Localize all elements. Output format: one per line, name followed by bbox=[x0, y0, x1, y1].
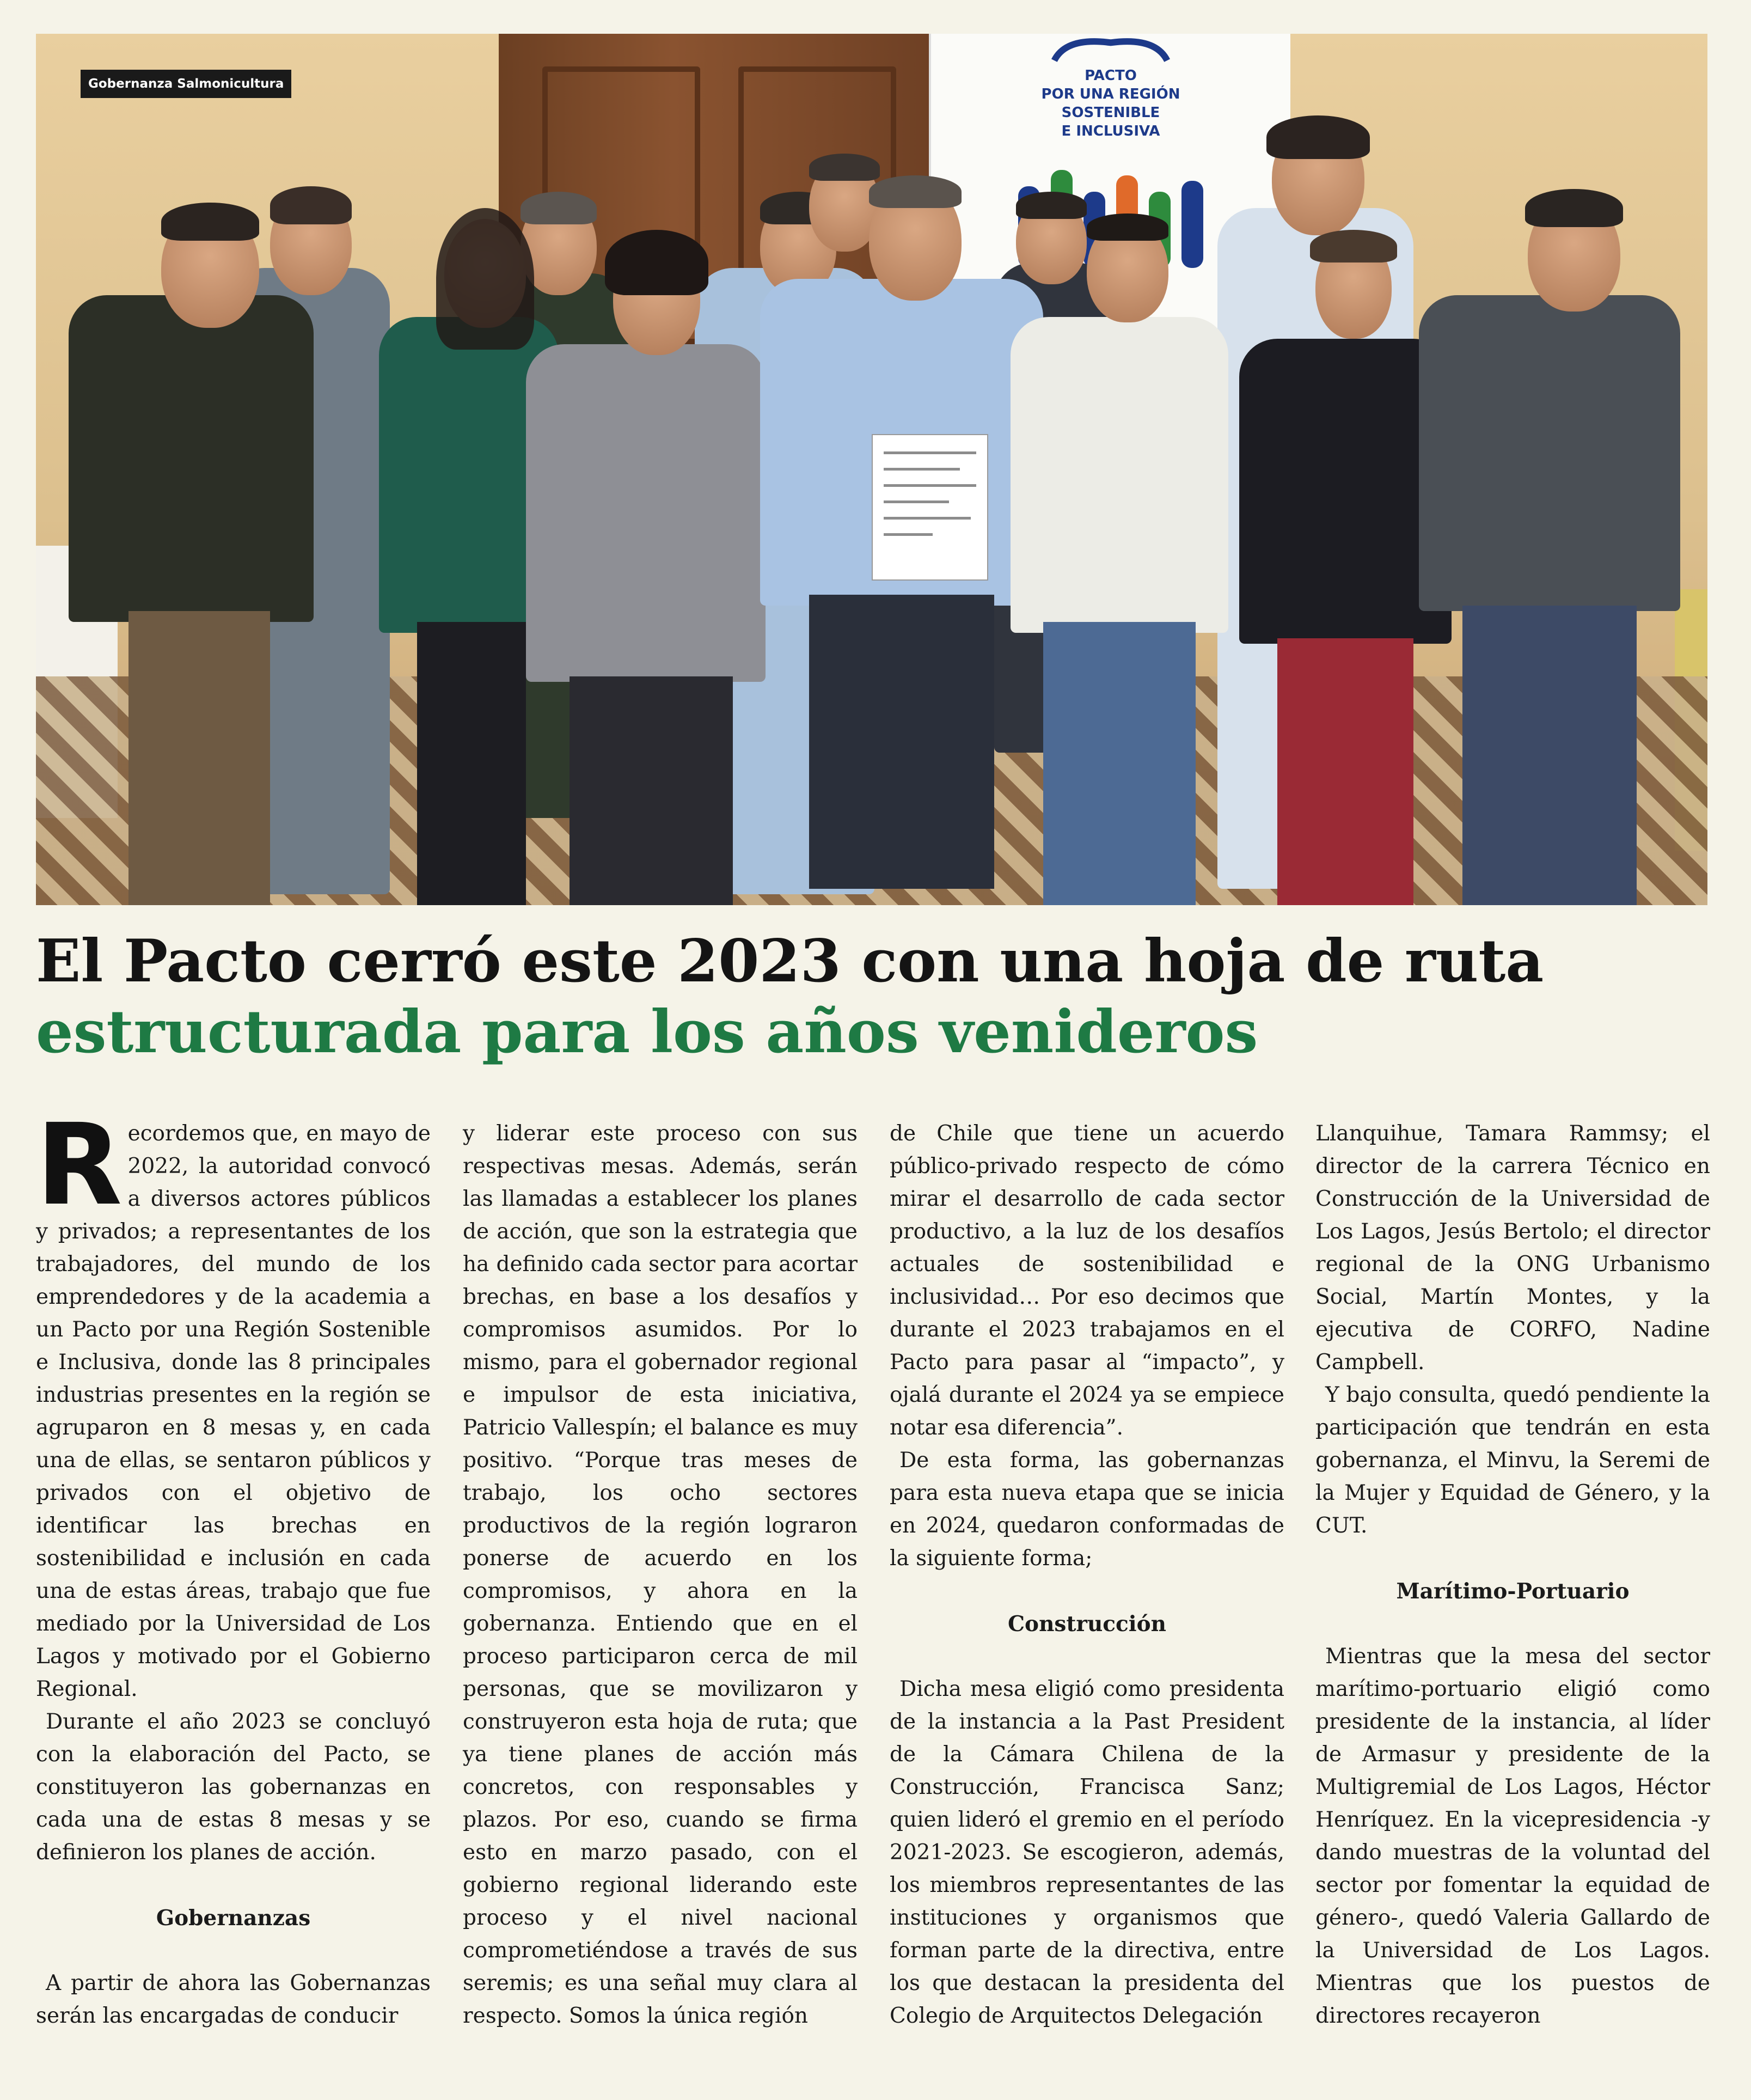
banner-line-1: PACTO bbox=[1085, 68, 1137, 84]
banner-line-3: SOSTENIBLE bbox=[1061, 105, 1160, 121]
headline-line-1: El Pacto cerró este 2023 con una hoja de ruta bbox=[36, 927, 1544, 996]
paragraph: de Chile que tiene un acuerdo público-privado respecto de cómo mirar el desarrollo de cada sector productivo, a la luz de los desafíos actuales de sostenibilidad e inclusividad… Por eso decimos que durante el 2023 trabajamos en el Pacto para pasar al “impacto”, y ojalá durante el 2024 ya se empiece notar esa diferencia”. bbox=[890, 1121, 1284, 1440]
paragraph: A partir de ahora las Gobernanzas serán las encargadas de conducir bbox=[36, 1971, 431, 2028]
paragraph: ecordemos que, en mayo de 2022, la autoridad convocó a diversos actores públicos y privados; a representantes de los trabajadores, del mundo de los emprendedores y de la academia a un Pacto por una Región Sostenible e Inclusiva, donde las 8 principales industrias presentes en la región se agruparon en 8 mesas y, en cada una de ellas, se sentaron públicos y privados con el objetivo de identificar las brechas en sostenibilidad e inclusión en cada una de estas áreas, trabajo que fue mediado por la Universidad de Los Lagos y motivado por el Gobierno Regional. bbox=[36, 1121, 431, 1701]
article-column-2 bbox=[463, 1118, 858, 2032]
headline-line-2: estructurada para los años venideros bbox=[36, 998, 1258, 1066]
paragraph: Mientras que la mesa del sector marítimo-portuario eligió como presidente de la instancia, al líder de Armasur y presidente de la Multigremial de Los Lagos, Héctor Henríquez. En la vicepresidencia -y dando muestras de la voluntad del sector por fomentar la equidad de género-, quedó Valeria Gallardo de la Universidad de Los Lagos. Mientras que los puestos de directores recayeron bbox=[1315, 1644, 1710, 2028]
paragraph: Y bajo consulta, quedó pendiente la participación que tendrán en esta gobernanza, el Minvu, la Seremi de la Mujer y Equidad de Género, y la CUT. bbox=[1315, 1383, 1710, 1538]
article-column-3 bbox=[890, 1118, 1284, 2032]
signed-document bbox=[872, 434, 988, 581]
article-column-1 bbox=[36, 1100, 431, 2032]
photo-section-tag: Gobernanza Salmonicultura bbox=[81, 70, 291, 98]
banner-line-4: E INCLUSIVA bbox=[1061, 123, 1160, 139]
paragraph: Llanquihue, Tamara Rammsy; el director de la carrera Técnico en Construcción de la Universidad de Los Lagos, Jesús Bertolo; el director regional de la ONG Urbanismo Social, Martín Montes, y la ejecutiva de CORFO, Nadine Campbell. bbox=[1315, 1121, 1710, 1375]
article-column-4 bbox=[1315, 1118, 1710, 2032]
paragraph: Durante el año 2023 se concluyó con la elaboración del Pacto, se constituyeron las gobernanzas en cada una de estas 8 mesas y se definieron los planes de acción. bbox=[36, 1710, 431, 1865]
drop-cap: R bbox=[36, 1100, 123, 1230]
subheading-construccion: Construcción bbox=[1008, 1611, 1166, 1637]
subheading-gobernanzas: Gobernanzas bbox=[156, 1906, 311, 1931]
subheading-maritimo-portuario: Marítimo-Portuario bbox=[1396, 1579, 1630, 1604]
paragraph: y liderar este proceso con sus respectivas mesas. Además, serán las llamadas a establecer los planes de acción, que son la estrategia que ha definido cada sector para acortar brechas, en base a los desafíos y compromisos asumidos. Por lo mismo, para el gobernador regional e impulsor de esta iniciativa, Patricio Vallespín; el balance es muy positivo. “Porque tras meses de trabajo, los ocho sectores productivos de la región lograron ponerse de acuerdo en los compromisos, y ahora en la gobernanza. Entiendo que en el proceso participaron cerca de mil personas, que se movilizaron y construyeron esta hoja de ruta; que ya tiene planes de acción más concretos, con responsables y plazos. Por eso, cuando se firma esto en marzo pasado, con el gobierno regional liderando este proceso y el nivel nacional comprometiéndose a través de sus seremis; es una señal muy clara al respecto. Somos la única región bbox=[463, 1121, 858, 2028]
paragraph: De esta forma, las gobernanzas para esta nueva etapa que se inicia en 2024, quedaron conformadas de la siguiente forma; bbox=[890, 1448, 1284, 1571]
paragraph: Dicha mesa eligió como presidenta de la instancia a la Past President de la Cámara Chilena de la Construcción, Francisca Sanz; quien lideró el gremio en el período 2021-2023. Se escogieron, además, los miembros representantes de las instituciones y organismos que forman parte de la directiva, entre los que destacan la presidenta del Colegio de Arquitectos Delegación bbox=[890, 1677, 1284, 2028]
headline bbox=[36, 926, 1713, 1067]
banner-logo-text bbox=[1018, 66, 1203, 141]
banner-line-2: POR UNA REGIÓN bbox=[1041, 86, 1180, 102]
group-photo bbox=[36, 34, 1707, 905]
